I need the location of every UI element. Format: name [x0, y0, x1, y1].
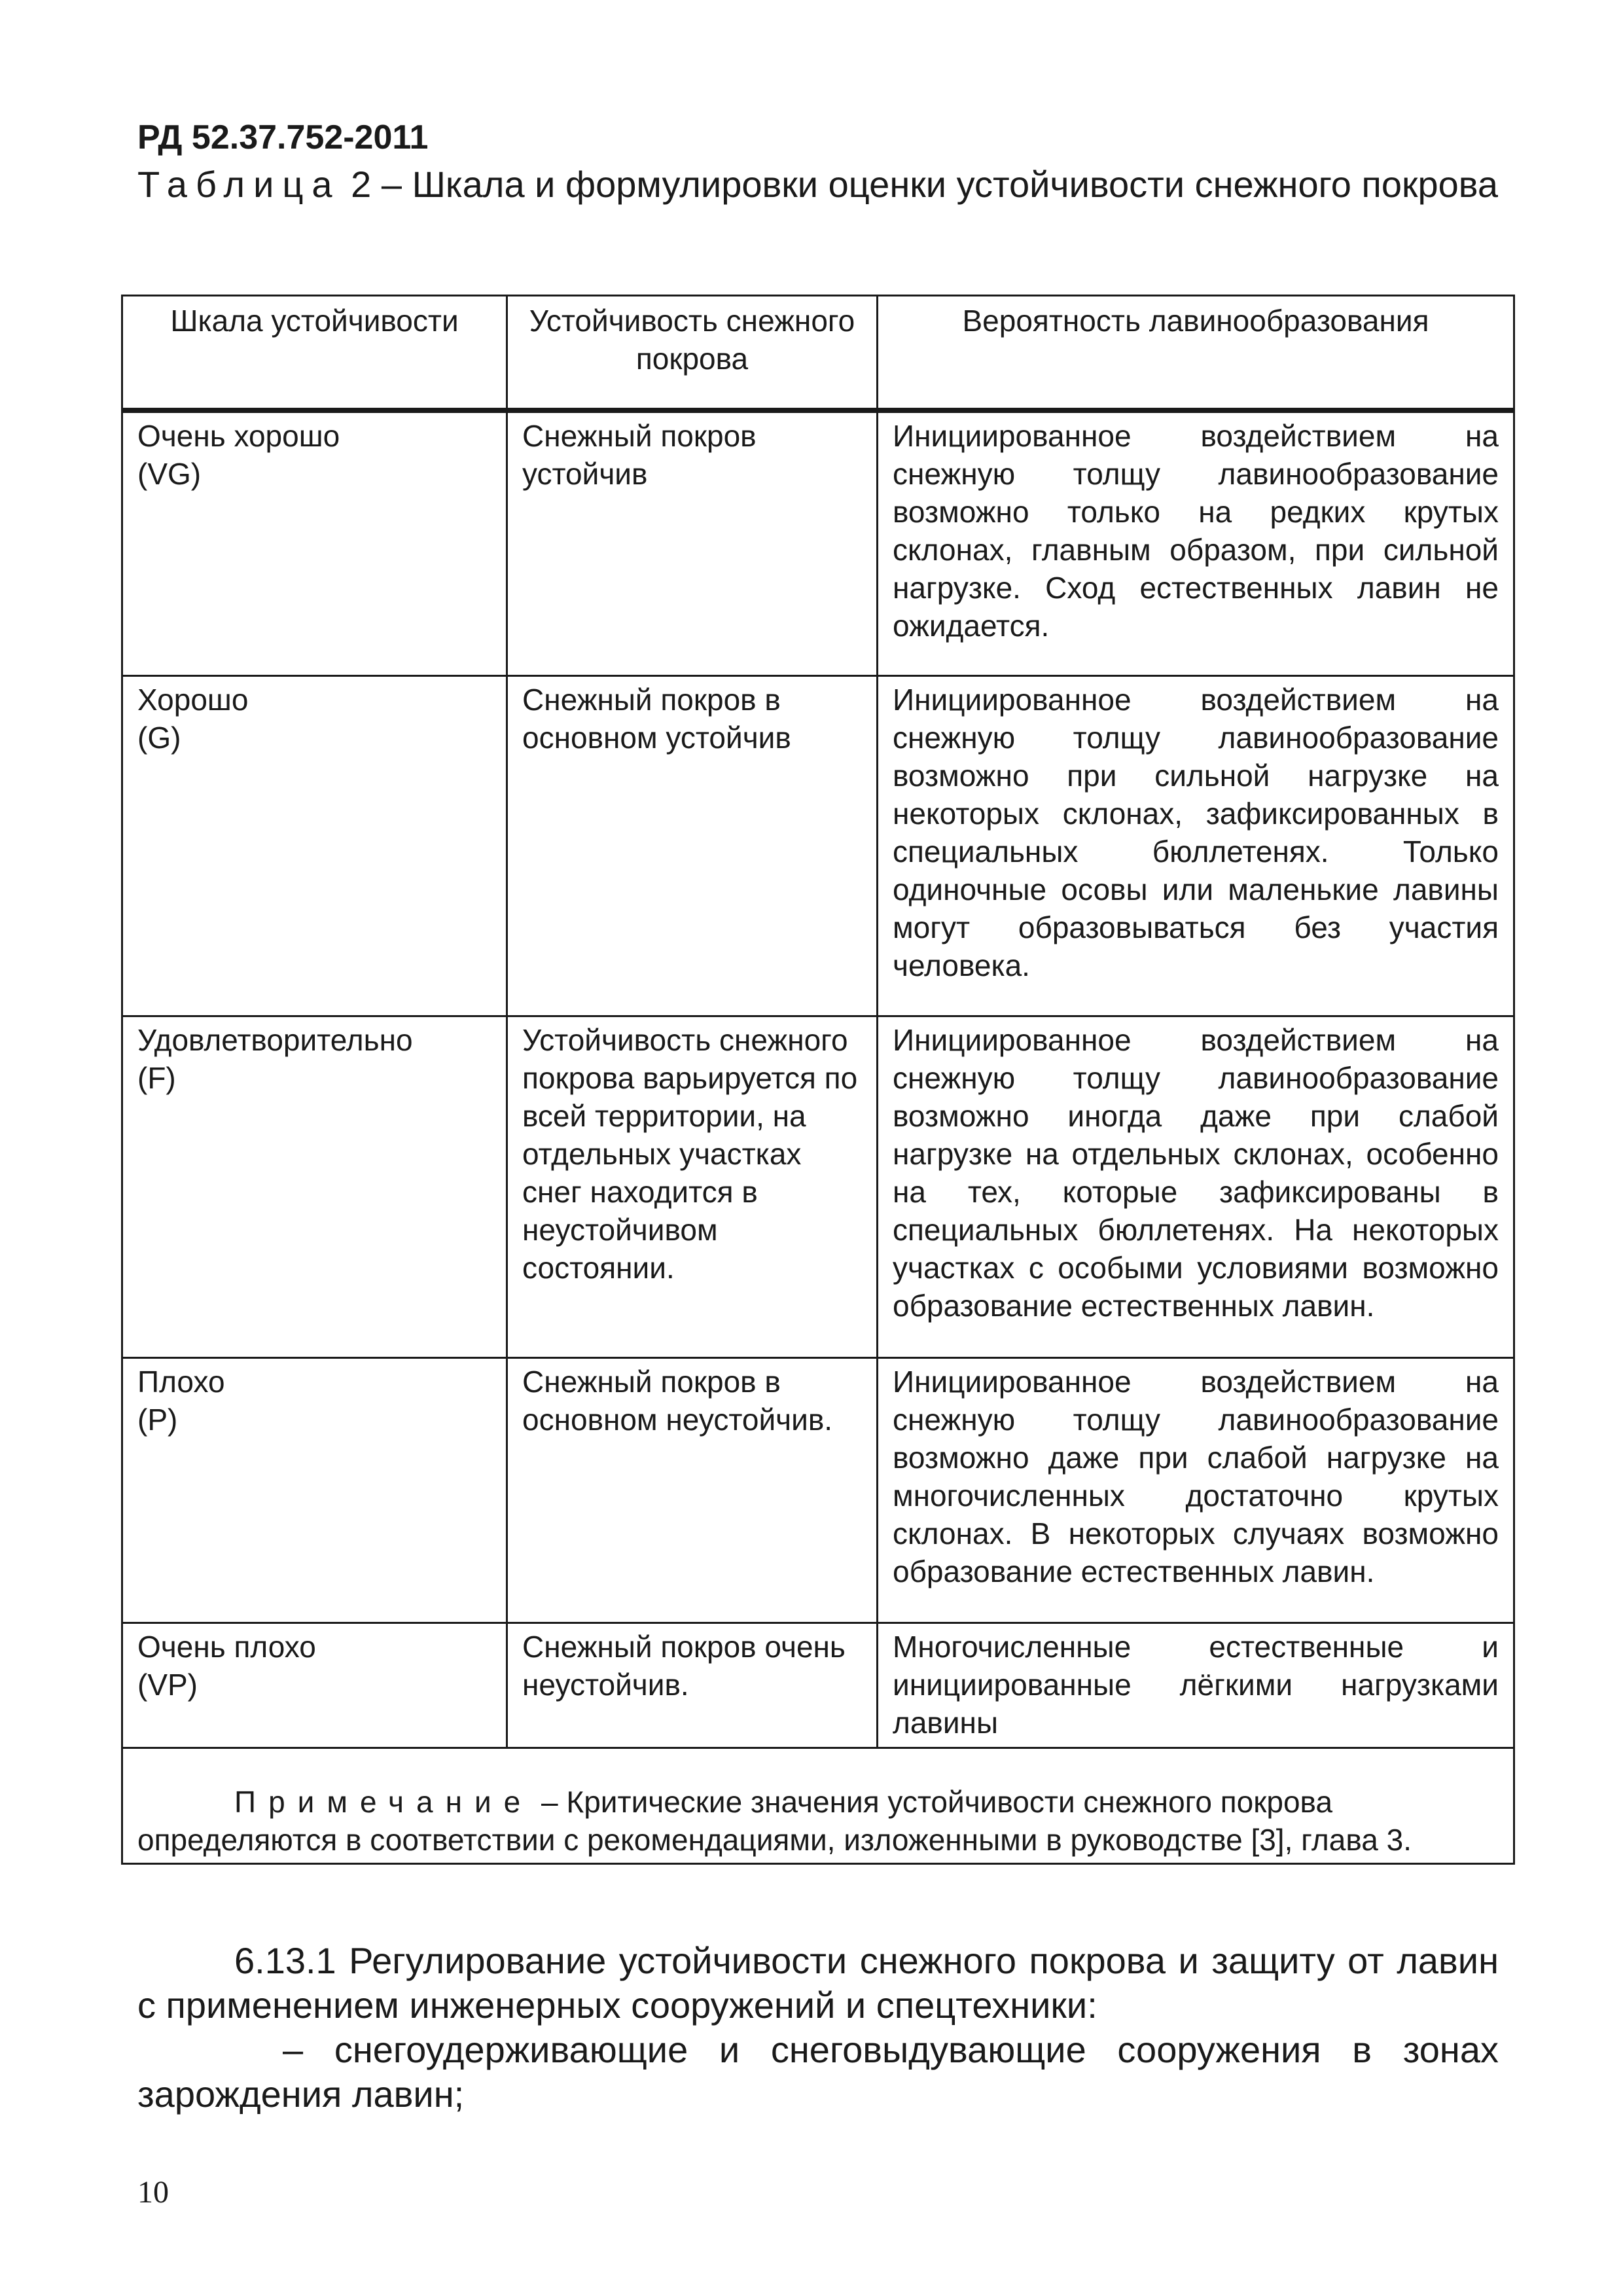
note-dash: – [541, 1784, 558, 1819]
table-row [122, 1016, 1514, 1357]
stability-cell: Снежный покров в основном устойчив [507, 675, 878, 1016]
page-number: 10 [137, 2175, 169, 2210]
scale-code: (VG) [137, 457, 202, 491]
table-note [122, 1748, 1514, 1863]
caption-dash: – [381, 164, 402, 205]
table-row [122, 675, 1514, 1016]
scale-label: Удовлетворительно [137, 1022, 413, 1057]
caption-text: Шкала и формулировки оценки устойчивости снежного покрова [412, 164, 1499, 205]
caption-number: 2 [351, 164, 372, 205]
section-paragraph: 6.13.1 Регулирование устойчивости снежного покрова и защиту от лавин с применением инженерных сооружений и спецтехники: [137, 1940, 1499, 2026]
note-text: Критические значения устойчивости снежного покрова определяются в соответствии с рекомендациями, изложенными в руководстве [3], глава 3. [137, 1784, 1412, 1857]
scale-code: (F) [137, 1060, 176, 1095]
probability-cell: Инициированное воздействием на снежную толщу лавинообразование возможно только на редких крутых склонах, главным образом, при сильной нагрузке. Сход естественных лавин не ожидается. [878, 410, 1514, 675]
stability-cell: Снежный покров устойчив [507, 410, 878, 675]
scale-cell [122, 1016, 507, 1357]
scale-label: Очень хорошо [137, 419, 340, 453]
scale-code: (VP) [137, 1667, 198, 1702]
header-probability: Вероятность лавинообразования [878, 296, 1514, 411]
probability-cell: Инициированное воздействием на снежную толщу лавинообразование возможно иногда даже при слабой нагрузке на отдельных склонах, особенно на тех, которые зафиксированы в специальных бюллетенях. На некоторых участках с особыми условиями возможно образование естественных лавин. [878, 1016, 1514, 1357]
scale-code: (P) [137, 1402, 178, 1437]
table-caption [137, 162, 1499, 207]
scale-cell [122, 1623, 507, 1748]
scale-label: Плохо [137, 1364, 225, 1399]
scale-code: (G) [137, 720, 181, 755]
probability-cell: Многочисленные естественные и инициированные лёгкими нагрузками лавины [878, 1623, 1514, 1748]
table-row [122, 1357, 1514, 1623]
table-row [122, 410, 1514, 675]
table-note-row [122, 1748, 1514, 1863]
stability-cell: Снежный покров в основном неустойчив. [507, 1357, 878, 1623]
header-stability: Устойчивость снежного покрова [507, 296, 878, 411]
stability-cell: Устойчивость снежного покрова варьируется по всей территории, на отдельных участках снег находится в неустойчивом состоянии. [507, 1016, 878, 1357]
document-code: РД 52.37.752-2011 [137, 118, 429, 156]
bullet-item: – снегоудерживающие и снеговыдувающие сооружения в зонах зарождения лавин; [137, 2029, 1499, 2115]
stability-cell: Снежный покров очень неустойчив. [507, 1623, 878, 1748]
probability-cell: Инициированное воздействием на снежную толщу лавинообразование возможно при сильной нагрузке на некоторых склонах, зафиксированных в специальных бюллетенях. Только одиночные осовы или маленькие лавины могут образовываться без участия человека. [878, 675, 1514, 1016]
probability-cell: Инициированное воздействием на снежную толщу лавинообразование возможно даже при слабой нагрузке на многочисленных достаточно крутых склонах. В некоторых случаях возможно образование естественных лавин. [878, 1357, 1514, 1623]
scale-cell [122, 675, 507, 1016]
scale-cell [122, 1357, 507, 1623]
caption-label: Таблица [137, 164, 341, 205]
scale-label: Хорошо [137, 682, 249, 717]
note-label: Примечание [234, 1784, 533, 1819]
table-header-row [122, 296, 1514, 411]
scale-cell [122, 410, 507, 675]
header-scale: Шкала устойчивости [122, 296, 507, 411]
scale-label: Очень плохо [137, 1629, 316, 1664]
table-row [122, 1623, 1514, 1748]
stability-table [121, 295, 1515, 1865]
